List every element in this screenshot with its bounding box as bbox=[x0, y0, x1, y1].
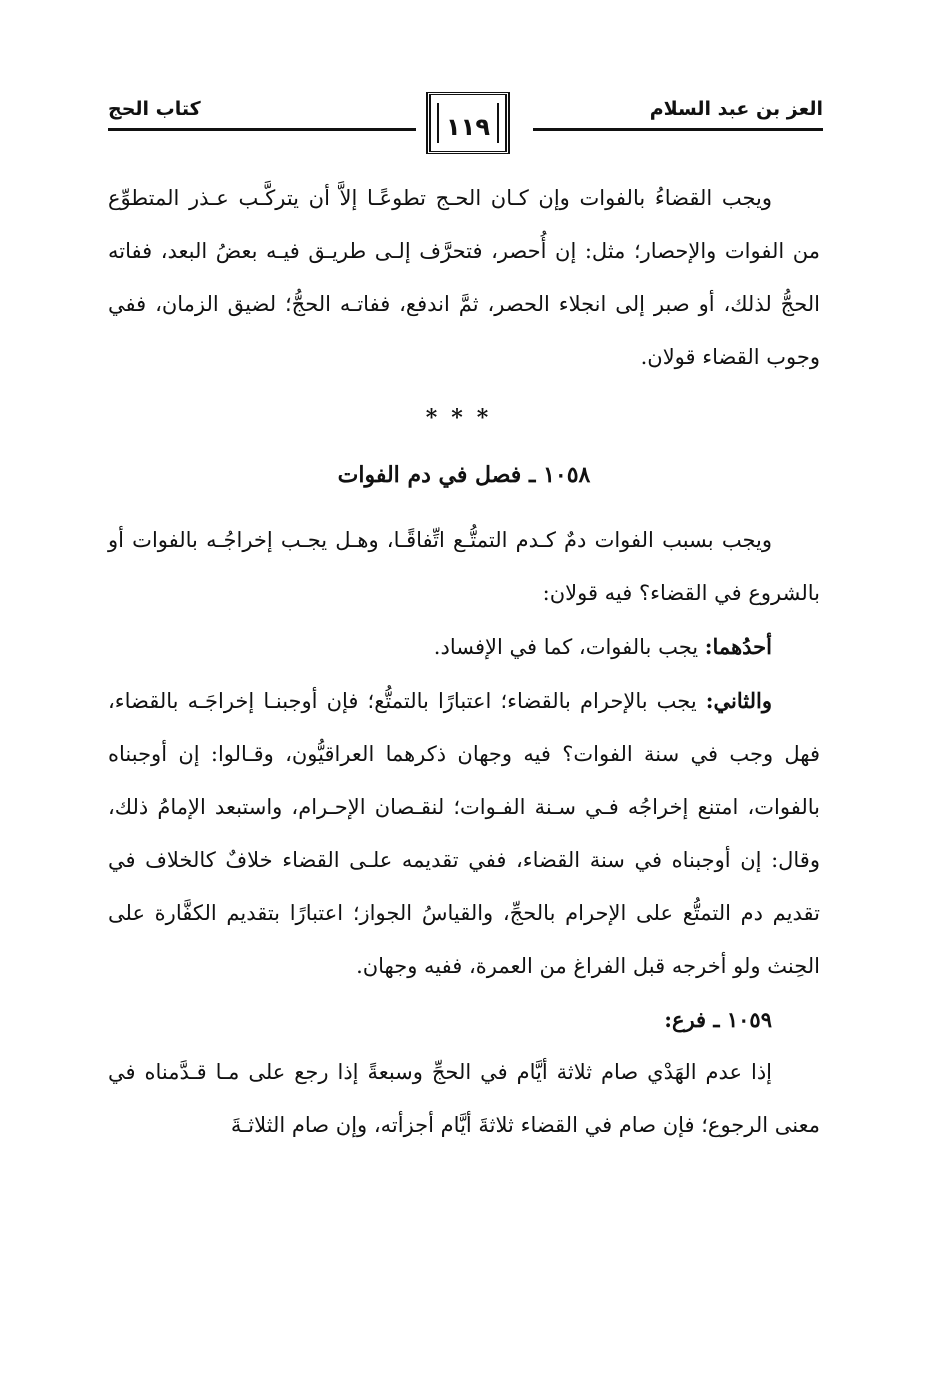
running-header bbox=[108, 86, 823, 166]
paragraph-4 bbox=[108, 674, 820, 993]
header-rule-left bbox=[108, 128, 416, 131]
header-rule-right bbox=[533, 128, 823, 131]
paragraph-4-text: يجب بالإحرام بالقضاء؛ اعتبارًا بالتمتُّع؛ فإن أوجبنـا إخراجَـه بالقضاء، فهل وجب في سنة الفوات؟ فيه وجهان ذكرهما العراقيُّون، وقـالوا: إن أوجبناه بالفوات، امتنع إخراجُه فـي سـنة الفـوات؛ لنقـصان الإحـرام، واستبعد الإمامُ ذلك، وقال: إن أوجبناه في سنة القضاء، ففي تقديمه علـى القضاء خلافٌ كالخلاف في تقديم دم التمتُّع على الإحرام بالحجِّ، والقياسُ الجواز؛ اعتبارًا بتقديم الكفَّارة على الحِنث ولو أخرجه قبل الفراغ من العمرة، ففيه وجهان. bbox=[108, 689, 820, 978]
paragraph-3-text: يجب بالفوات، كما في الإفساد. bbox=[433, 635, 705, 659]
paragraph-1: ويجب القضاءُ بالفوات وإن كـان الحـج تطوعًـا إلاَّ أن يتركَّـب عـذر المتطوِّع من الفوات والإحصار؛ مثل: إن أُحصر، فتحرَّف إلـى طريـق فيـه بعضُ البعد، ففاته الحجُّ لذلك، أو صبر إلى انجلاء الحصر، ثمَّ اندفع، ففاتـه الحجُّ؛ لضيق الزمان، ففي وجوب القضاء قولان. bbox=[108, 186, 820, 369]
paragraph-3 bbox=[108, 620, 820, 674]
branch-heading: ١٠٥٩ ـ فرع: bbox=[664, 1007, 772, 1032]
section-separator-stars: *** bbox=[425, 405, 503, 431]
paragraph-3-lead: أحدُهما: bbox=[704, 634, 772, 659]
page-number: ١١٩ bbox=[446, 113, 490, 141]
paragraph-4-lead: والثاني: bbox=[705, 688, 772, 713]
header-author: العز بن عبد السلام bbox=[649, 98, 823, 120]
section-heading: ١٠٥٨ ـ فصل في دم الفوات bbox=[337, 462, 591, 488]
paragraph-5: إذا عدم الهَدْي صام ثلاثة أيَّام في الحجِّ وسبعةً إذا رجع على مـا قـدَّمناه في معنى الرجوع؛ فإن صام في القضاء ثلاثةَ أيَّام أجزأته، وإن صام الثلاثـةَ bbox=[108, 1060, 820, 1137]
paragraph-2: ويجب بسبب الفوات دمٌ كـدم التمتُّـع اتِّفاقًـا، وهـل يجـب إخراجُـه بالفوات أو بالشروع في القضاء؟ فيه قولان: bbox=[108, 528, 820, 605]
page-body bbox=[108, 172, 820, 1152]
page-number-frame bbox=[426, 92, 510, 154]
header-book-title: كتاب الحج bbox=[108, 98, 201, 120]
